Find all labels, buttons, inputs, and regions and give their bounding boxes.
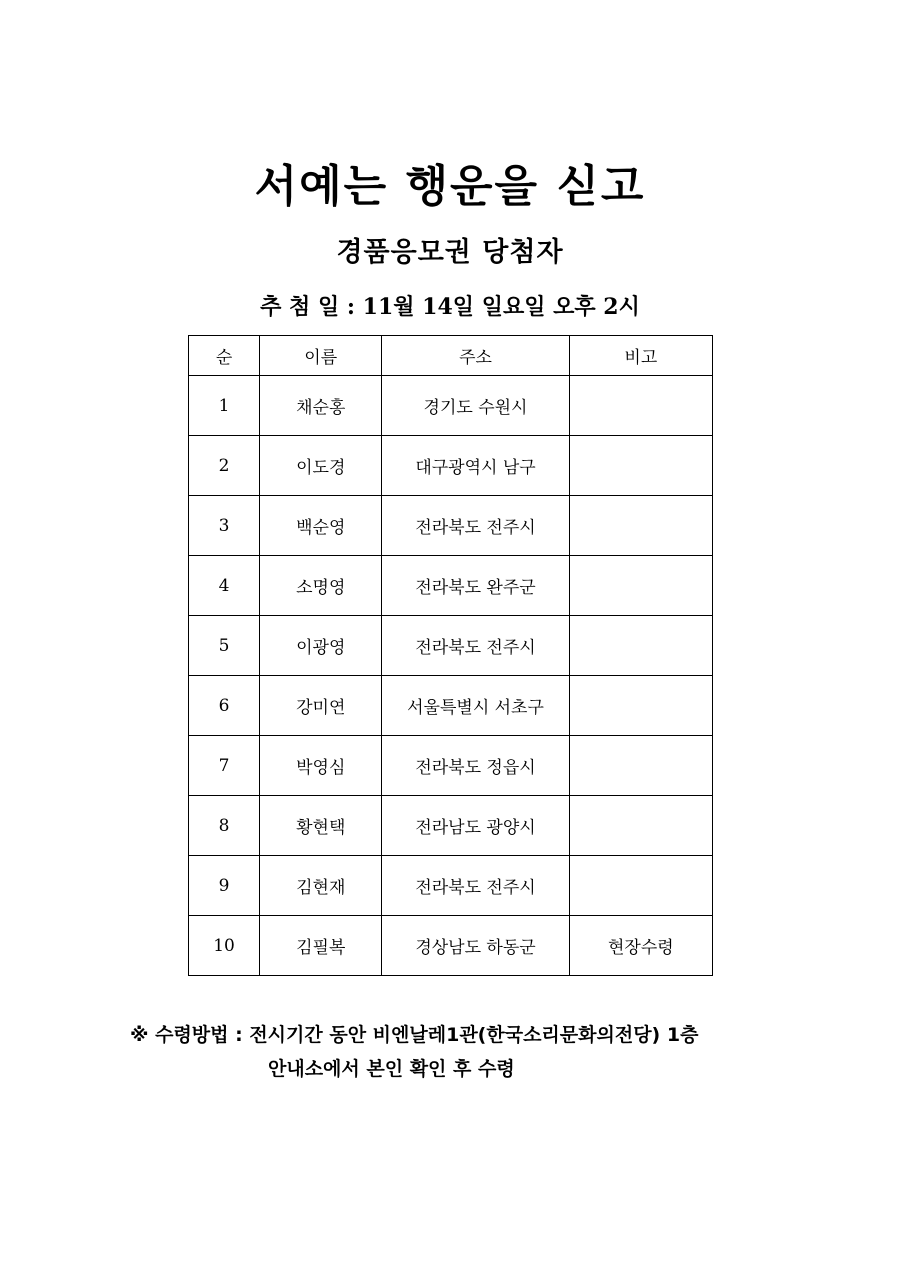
- winners-table: [188, 335, 713, 976]
- table-row: [189, 556, 713, 616]
- cell-note: [569, 676, 712, 736]
- draw-date: 추 첨 일 : 11월 14일 일요일 오후 2시: [260, 294, 640, 320]
- cell-name: 이도경: [260, 436, 382, 496]
- cell-no: 8: [189, 796, 260, 856]
- cell-no: 3: [189, 496, 260, 556]
- cell-name: 박영심: [260, 736, 382, 796]
- pickup-instructions: [130, 1018, 698, 1086]
- table-row: [189, 916, 713, 976]
- cell-name: 황현택: [260, 796, 382, 856]
- column-header-address: 주소: [382, 336, 569, 376]
- cell-note: [569, 556, 712, 616]
- cell-note: [569, 856, 712, 916]
- cell-name: 강미연: [260, 676, 382, 736]
- table-row: [189, 376, 713, 436]
- page-title: 서예는 행운을 싣고: [254, 161, 646, 212]
- cell-name: 김필복: [260, 916, 382, 976]
- cell-name: 김현재: [260, 856, 382, 916]
- cell-name: 채순홍: [260, 376, 382, 436]
- table-row: [189, 496, 713, 556]
- cell-no: 6: [189, 676, 260, 736]
- table-row: [189, 436, 713, 496]
- cell-no: 1: [189, 376, 260, 436]
- pickup-line-1: ※ 수령방법 : 전시기간 동안 비엔날레1관(한국소리문화의전당) 1층: [130, 1024, 699, 1046]
- cell-note: [569, 376, 712, 436]
- cell-address: 경상남도 하동군: [382, 916, 569, 976]
- table-row: [189, 616, 713, 676]
- cell-no: 10: [189, 916, 260, 976]
- cell-note: 현장수령: [569, 916, 712, 976]
- cell-no: 4: [189, 556, 260, 616]
- cell-no: 5: [189, 616, 260, 676]
- column-header-name: 이름: [260, 336, 382, 376]
- pickup-line-2-wrapper: [130, 1052, 698, 1086]
- cell-note: [569, 736, 712, 796]
- cell-note: [569, 796, 712, 856]
- cell-address: 전라북도 정읍시: [382, 736, 569, 796]
- table-row: [189, 736, 713, 796]
- cell-address: 전라북도 전주시: [382, 616, 569, 676]
- table-row: [189, 856, 713, 916]
- cell-address: 경기도 수원시: [382, 376, 569, 436]
- page-subtitle: 경품응모권 당첨자: [336, 237, 564, 268]
- pickup-line-2: 안내소에서 본인 확인 후 수령: [268, 1058, 515, 1080]
- table-row: [189, 676, 713, 736]
- cell-note: [569, 436, 712, 496]
- cell-no: 7: [189, 736, 260, 796]
- cell-note: [569, 616, 712, 676]
- cell-address: 서울특별시 서초구: [382, 676, 569, 736]
- cell-address: 전라북도 전주시: [382, 856, 569, 916]
- cell-address: 전라북도 전주시: [382, 496, 569, 556]
- column-header-note: 비고: [569, 336, 712, 376]
- cell-no: 2: [189, 436, 260, 496]
- cell-name: 백순영: [260, 496, 382, 556]
- cell-address: 대구광역시 남구: [382, 436, 569, 496]
- cell-name: 이광영: [260, 616, 382, 676]
- cell-address: 전라북도 완주군: [382, 556, 569, 616]
- cell-note: [569, 496, 712, 556]
- cell-name: 소명영: [260, 556, 382, 616]
- column-header-no: 순: [189, 336, 260, 376]
- table-header-row: [189, 336, 713, 376]
- table-row: [189, 796, 713, 856]
- cell-address: 전라남도 광양시: [382, 796, 569, 856]
- cell-no: 9: [189, 856, 260, 916]
